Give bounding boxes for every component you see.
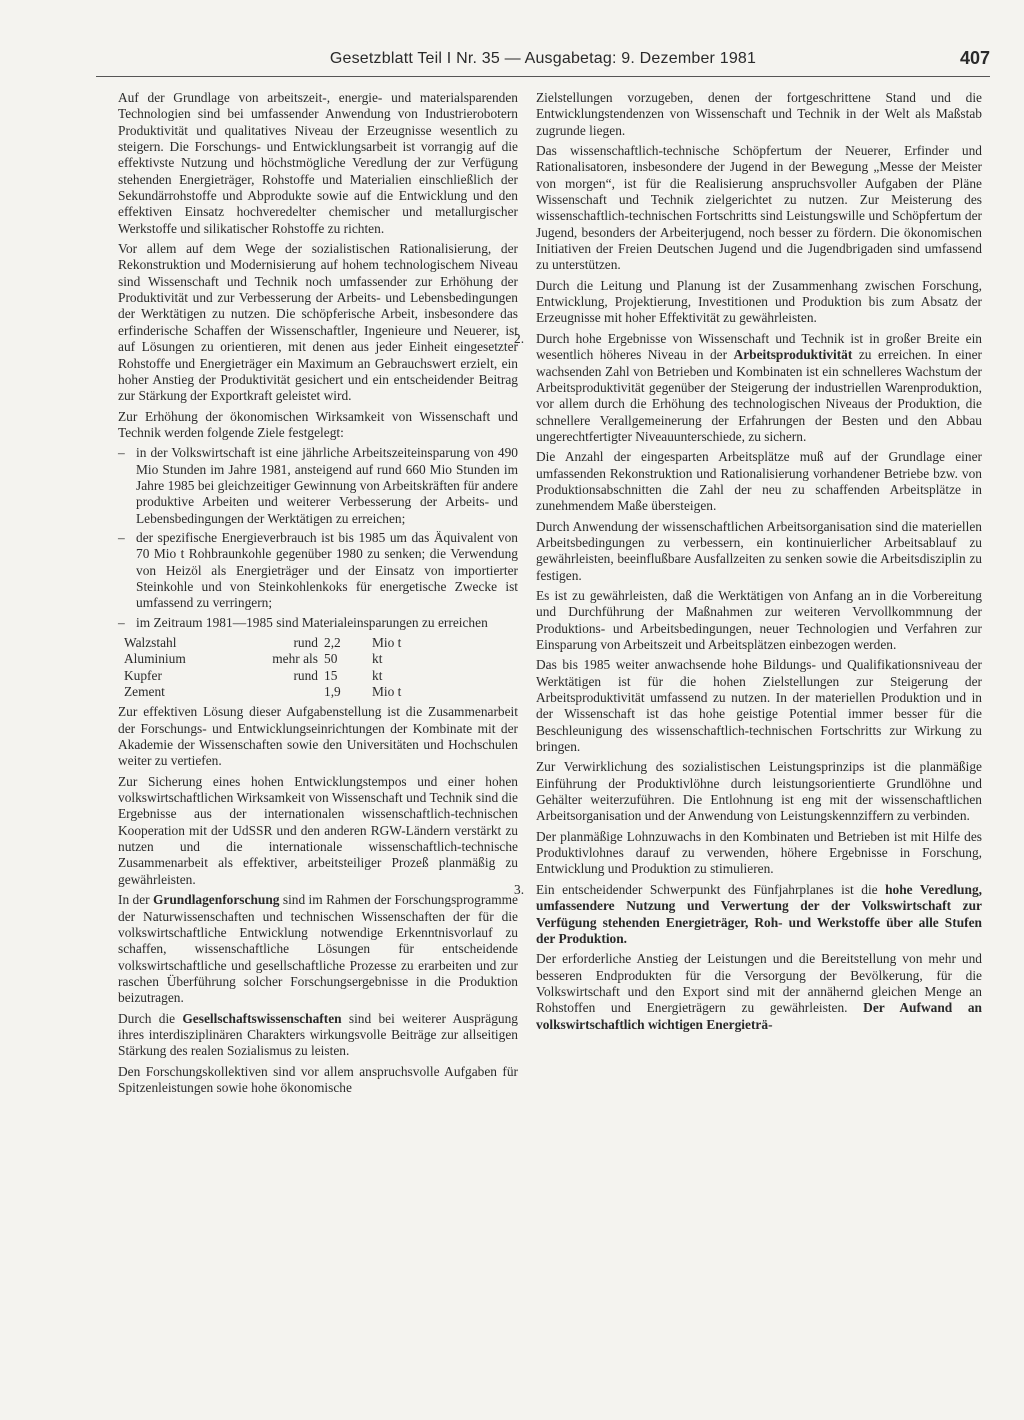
numbered-section xyxy=(514,882,982,947)
paragraph-text: sind bei weiterer Ausprägung ihres interdisziplinären Charakters wirkungsvolle Beiträge zur allseitigen Stärkung des realen Sozialismus zu leisten. xyxy=(118,1010,518,1059)
list-item-text: der spezifische Energieverbrauch ist bis 1985 um das Äquivalent von 70 Mio t Rohbraunkohle gegenüber 1980 zu senken; die Verwendung von Heizöl als Energieträger und der Einsatz von importierter Steinkohle und von Steinkohlenkoks für energetische Zwecke ist umfassend zu verringern; xyxy=(136,529,518,611)
bold-term: hohe Veredlung, umfassendere Nutzung und Verwertung der der Volkswirtschaft zur Verfügung stehenden Energieträger, Roh- und Werkstoffe über alle Stufen der Produktion. xyxy=(536,881,982,946)
paragraph: Zur Verwirklichung des sozialistischen Leistungsprinzips ist die planmäßige Einführung der Produktivlöhne durch leistungsorientierte Grundlöhne und Gehälter weiterzuführen. Die Entlohnung ist eng mit der wissenschaftlichen Arbeitsorganisation und der Anwendung von Leistungskennziffern zu verbinden. xyxy=(536,759,982,824)
paragraph-text: Ein entscheidender Schwerpunkt des Fünfjahrplanes ist die xyxy=(536,881,886,897)
paragraph-text: zu erreichen. In einer wachsenden Zahl von Betrieben und Kombinaten ist ein schnelleres Wachstum der Arbeitsproduktivität gegenüber der Steigerung der industriellen Warenproduktion, vor allem durch die Erhöhung des technologischen Niveaus der Produktion, die schnellere Verallgemeinerung der Erfahrungen der Besten und den Abbau ungerechtfertigter Niveauunterschiede, zu sichern. xyxy=(536,347,982,444)
paragraph: Auf der Grundlage von arbeitszeit-, energie- und materialsparenden Technologien sind bei umfassender Anwendung von Industrierobotern Produktivität und qualitatives Niveau der Erzeugnisse wesentlich zu steigern. Die Forschungs- und Entwicklungsarbeit ist vorrangig auf die effektivste Nutzung und höchstmögliche Veredlung der zur Verfügung stehenden Energieträger, Rohstoffe und Materialien einschließlich der Sekundärrohstoffe und Abprodukte sowie auf die Entwicklung und den effektiven Einsatz hochveredelter chemischer und metallurgischer Werkstoffe und silikatischer Rohstoffe zu richten. xyxy=(118,90,518,236)
paragraph: Zur Erhöhung der ökonomischen Wirksamkeit von Wissenschaft und Technik werden folgende Ziele festgelegt: xyxy=(118,408,518,440)
paragraph: Durch Anwendung der wissenschaftlichen Arbeitsorganisation sind die materiellen Arbeitsbedingungen zu verbessern, ein kontinuierlicher Arbeitsablauf zu gewährleisten, beeinflußbare Ausfallzeiten zu senken sowie die Arbeitsdisziplin zu festigen. xyxy=(536,518,982,583)
page-header-title: Gesetzblatt Teil I Nr. 35 — Ausgabetag: 9. Dezember 1981 xyxy=(329,50,757,67)
section-number: 2. xyxy=(514,330,525,346)
paragraph: Zielstellungen vorzugeben, denen der fortgeschrittene Stand und die Entwicklungstendenzen von Wissenschaft und Technik in der Welt als Maßstab zugrunde liegen. xyxy=(536,90,982,138)
left-column xyxy=(118,90,518,1410)
material-value: 50 xyxy=(324,651,338,667)
section-number: 3. xyxy=(514,881,525,897)
paragraph: Der planmäßige Lohnzuwachs in den Kombinaten und Betrieben ist mit Hilfe des Produktivlohnes darauf zu verwenden, höhere Ergebnisse in Forschung, Entwicklung und Produktion zu stimulieren. xyxy=(536,828,982,877)
material-qualifier: rund xyxy=(293,635,318,650)
bold-term: Arbeitsproduktivität xyxy=(733,347,853,363)
bold-term: Der Aufwand an volkswirtschaftlich wichtigen Energieträ- xyxy=(536,1000,982,1032)
material-qualifier xyxy=(252,684,324,700)
paragraph-text: Der erforderliche Anstieg der Leistungen und die Bereitstellung von mehr und besseren Endprodukten für die Versorgung der Bevölkerung, für die Volkswirtschaft und den Export sind mit der annähernd gleichen Menge an Rohstoffen und Energieträgern zu gewährleisten. xyxy=(536,951,982,1016)
paragraph: Durch die Leitung und Planung ist der Zusammenhang zwischen Forschung, Entwicklung, Projektierung, Investitionen und Produktion bis zum Absatz der Erzeugnisse mit hoher Effektivität zu gewährleisten. xyxy=(536,277,982,326)
material-qualifier: mehr als xyxy=(272,651,318,667)
section-text xyxy=(536,331,982,445)
list-item-text: im Zeitraum 1981—1985 sind Materialeinsparungen zu erreichen xyxy=(136,614,488,630)
list-item xyxy=(118,445,518,527)
dash-marker: – xyxy=(118,529,125,545)
paragraph-text: In der xyxy=(118,892,153,908)
dash-marker: – xyxy=(118,445,125,461)
numbered-section xyxy=(514,331,982,445)
material-qualifier: rund xyxy=(293,667,318,683)
paragraph: Das bis 1985 weiter anwachsende hohe Bildungs- und Qualifikationsniveau der Werktätigen ist für die hohen Zielstellungen zur Steigerung der Arbeitsproduktivität umfassend zu nutzen. In der materiellen Produktion und in der Wissenschaft ist das hohe geistige Potential immer besser für die Beschleunigung des wissenschaftlich-technischen Fortschritts zur Wirkung zu bringen. xyxy=(536,657,982,755)
paragraph xyxy=(536,951,982,1033)
paragraph-text: Durch hohe Ergebnisse von Wissenschaft und Technik ist in großer Breite ein wesentlich höheres Niveau in der xyxy=(536,330,982,363)
page-header xyxy=(96,50,990,77)
material-value: 2,2 xyxy=(324,635,341,650)
list-item-text: in der Volkswirtschaft ist eine jährliche Arbeitszeiteinsparung von 490 Mio Stunden im Jahre 1981, ansteigend auf rund 660 Mio Stunden im Jahre 1985 bei gleichzeitiger Gewinnung von Arbeitskräften für andere produktive Arbeiten und weiterer Verbesserung der Arbeits- und Lebensbedingungen der Werktätigen zu erreichen; xyxy=(136,445,518,526)
paragraph: Vor allem auf dem Wege der sozialistischen Rationalisierung, der Rekonstruktion und Modernisierung auf hohem technologischem Niveau sind Wissenschaft und Technik noch umfassender zur Erhöhung der Produktivität und zur Verbesserung der Arbeits- und Lebensbedingungen der Werktätigen zu nutzen. Die schöpferische Arbeit, insbesondere das erfinderische Schaffen der Wissenschaftler, Ingenieure und Neuerer, ist auf Lösungen zu orientieren, mit denen aus jeder Einheit eingesetzter Rohstoffe und Energieträger ein Maximum an Gebrauchswert erzielt, ein hoher Anstieg der Produktivität gesichert und ein entscheidender Beitrag zur Stärkung der Exportkraft geleistet wird. xyxy=(118,241,518,404)
material-unit: kt xyxy=(372,651,383,667)
material-value: 15 xyxy=(324,667,338,683)
right-column xyxy=(514,90,982,1410)
paragraph: Es ist zu gewährleisten, daß die Werktätigen von Anfang an in die Vorbereitung und Durchführung der Maßnahmen zur weiteren Vervollkommnung der Produktions- und Arbeitsbedingungen, neuer Technologien und Verfahren zur Einsparung von Arbeitszeit und Arbeitsplätzen einbezogen werden. xyxy=(536,587,982,652)
paragraph-text: Durch die xyxy=(118,1010,183,1026)
material-unit: Mio t xyxy=(372,635,402,650)
list-item xyxy=(118,615,518,631)
materials-table xyxy=(124,635,518,700)
bold-term: Grundlagenforschung xyxy=(153,892,280,908)
paragraph-text: sind im Rahmen der Forschungsprogramme der Naturwissenschaften und technischen Wissenschaften der für die volkswirtschaftliche Entwicklung notwendige Erkenntnisvorlauf zu schaffen, wissenschaftliche Lösungen für entscheidende volkswirtschaftliche und gesellschaftliche Prozesse zu erarbeiten und zur raschen Überführung solcher Forschungsergebnisse in die Produktion beizutragen. xyxy=(118,892,519,1006)
list-item xyxy=(118,530,518,612)
paragraph xyxy=(118,892,518,1006)
page-number: 407 xyxy=(959,48,990,68)
material-unit: Mio t xyxy=(372,684,402,700)
paragraph: Zur effektiven Lösung dieser Aufgabenstellung ist die Zusammenarbeit der Forschungs- und Entwicklungseinrichtungen der Kombinate mit der Akademie der Wissenschaften sowie den Universitäten und Hochschulen weiter zu vertiefen. xyxy=(118,704,518,769)
dash-marker: – xyxy=(118,614,125,630)
material-unit: kt xyxy=(372,667,383,683)
bold-term: Gesellschaftswissenschaften xyxy=(182,1010,342,1026)
paragraph: Zur Sicherung eines hohen Entwicklungstempos und einer hohen volkswirtschaftlichen Wirksamkeit von Wissenschaft und Technik sind die Ergebnisse aus der internationalen wissenschaftlich-technischen Kooperation mit der UdSSR und den anderen RGW-Ländern verstärkt zu nutzen und die internationale wissenschaftlich-technische Zusammenarbeit als effektiver, arbeitsteiliger Prozeß planmäßig zu gewährleisten. xyxy=(118,773,518,887)
paragraph: Das wissenschaftlich-technische Schöpfertum der Neuerer, Erfinder und Rationalisatoren, insbesondere der Jugend in der Bewegung „Messe der Meister von morgen“, ist für die Realisierung anspruchsvoller Aufgaben der Pläne Wissenschaft und Technik zielgerichtet zu nutzen. Zur Meisterung des wissenschaftlich-technischen Fortschritts sind Leistungswille und Schöpfertum der Jugend, besonders der Arbeiterjugend, noch besser zu fördern. Die ökonomischen Initiativen der Freien Deutschen Jugend und die Jugendbrigaden sind umfassend zu unterstützen. xyxy=(536,143,982,273)
material-name: Aluminium xyxy=(124,651,186,667)
material-name: Kupfer xyxy=(124,667,162,683)
section-text xyxy=(536,882,982,947)
paragraph xyxy=(118,1011,518,1060)
paragraph: Die Anzahl der eingesparten Arbeitsplätze muß auf der Grundlage einer umfassenden Rekonstruktion und Rationalisierung vorhandener Betriebe bzw. von Produktionsabschnitten die Zahl der neu zu schaffenden Arbeitsplätze in zunehmendem Maße übersteigen. xyxy=(536,449,982,514)
paragraph: Den Forschungskollektiven sind vor allem anspruchsvolle Aufgaben für Spitzenleistungen sowie hohe ökonomische xyxy=(118,1063,518,1095)
material-value: 1,9 xyxy=(324,684,341,700)
material-name: Zement xyxy=(124,684,165,700)
material-name: Walzstahl xyxy=(124,635,177,650)
